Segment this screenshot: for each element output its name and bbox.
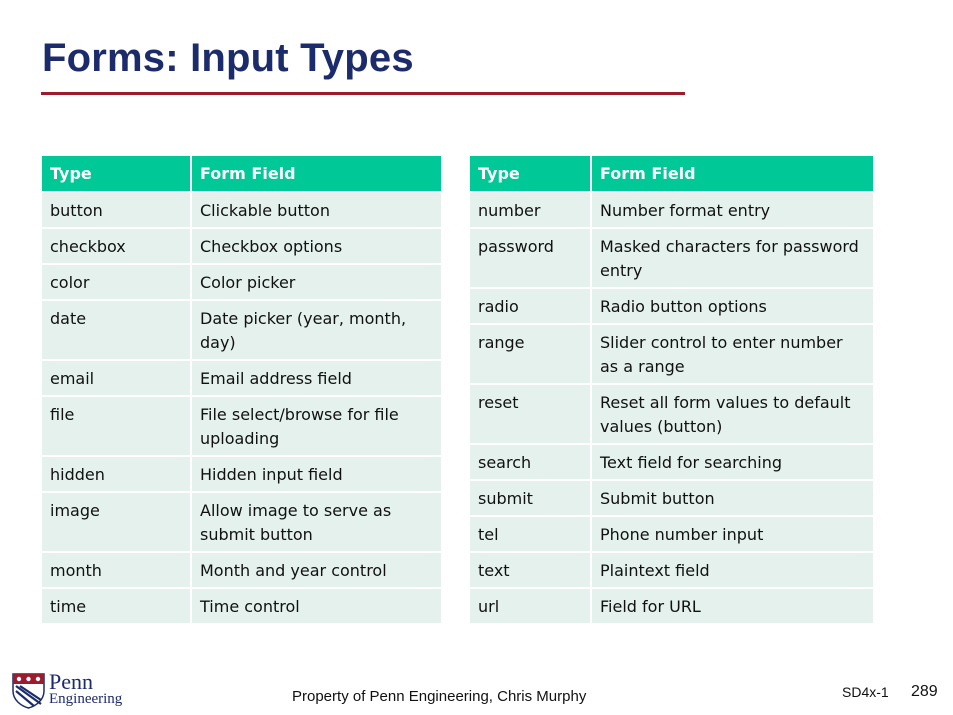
form-field-cell: Date picker (year, month, day) (191, 300, 442, 360)
table-row (469, 324, 874, 384)
type-cell: range (469, 324, 591, 384)
table-row (41, 228, 442, 264)
table-row (469, 228, 874, 288)
type-cell: checkbox (41, 228, 191, 264)
type-cell: image (41, 492, 191, 552)
type-cell: email (41, 360, 191, 396)
form-field-cell: Number format entry (591, 192, 874, 228)
form-field-cell: Text field for searching (591, 444, 874, 480)
table-header-row (41, 155, 442, 192)
header-form-field: Form Field (591, 155, 874, 192)
type-cell: submit (469, 480, 591, 516)
penn-shield-icon (12, 673, 45, 709)
input-types-table-right (468, 154, 875, 625)
table-row (469, 552, 874, 588)
form-field-cell: Slider control to enter number as a range (591, 324, 874, 384)
type-cell: number (469, 192, 591, 228)
form-field-cell: Time control (191, 588, 442, 624)
penn-engineering-logo (12, 671, 132, 711)
logo-word-penn: Penn (49, 669, 93, 694)
type-cell: tel (469, 516, 591, 552)
type-cell: hidden (41, 456, 191, 492)
form-field-cell: Clickable button (191, 192, 442, 228)
form-field-cell: File select/browse for file uploading (191, 396, 442, 456)
type-cell: text (469, 552, 591, 588)
input-types-table-left (40, 154, 443, 625)
footer-text: Property of Penn Engineering, Chris Murphy (292, 688, 587, 705)
header-type: Type (41, 155, 191, 192)
table-row (469, 384, 874, 444)
form-field-cell: Month and year control (191, 552, 442, 588)
type-cell: color (41, 264, 191, 300)
title-underline (41, 92, 685, 95)
type-cell: month (41, 552, 191, 588)
table-row (469, 444, 874, 480)
form-field-cell: Phone number input (591, 516, 874, 552)
slide-title: Forms: Input Types (42, 36, 414, 80)
table-row (469, 288, 874, 324)
table-row (41, 552, 442, 588)
form-field-cell: Submit button (591, 480, 874, 516)
form-field-cell: Plaintext field (591, 552, 874, 588)
form-field-cell: Radio button options (591, 288, 874, 324)
table-row (41, 264, 442, 300)
table-header-row (469, 155, 874, 192)
table-row (469, 588, 874, 624)
form-field-cell: Email address field (191, 360, 442, 396)
form-field-cell: Field for URL (591, 588, 874, 624)
slide-id: SD4x-1 (842, 684, 889, 700)
table-row (469, 516, 874, 552)
form-field-cell: Hidden input field (191, 456, 442, 492)
type-cell: radio (469, 288, 591, 324)
table-row (41, 492, 442, 552)
page-number: 289 (911, 683, 938, 700)
form-field-cell: Color picker (191, 264, 442, 300)
type-cell: date (41, 300, 191, 360)
table-row (41, 456, 442, 492)
type-cell: password (469, 228, 591, 288)
form-field-cell: Allow image to serve as submit button (191, 492, 442, 552)
header-form-field: Form Field (191, 155, 442, 192)
table-row (469, 192, 874, 228)
type-cell: file (41, 396, 191, 456)
table-row (41, 300, 442, 360)
type-cell: search (469, 444, 591, 480)
form-field-cell: Checkbox options (191, 228, 442, 264)
table-row (41, 588, 442, 624)
type-cell: time (41, 588, 191, 624)
table-row (41, 396, 442, 456)
type-cell: reset (469, 384, 591, 444)
table-row (469, 480, 874, 516)
table-row (41, 360, 442, 396)
logo-word-engineering: Engineering (49, 691, 123, 707)
type-cell: button (41, 192, 191, 228)
form-field-cell: Masked characters for password entry (591, 228, 874, 288)
type-cell: url (469, 588, 591, 624)
header-type: Type (469, 155, 591, 192)
form-field-cell: Reset all form values to default values (button) (591, 384, 874, 444)
table-row (41, 192, 442, 228)
